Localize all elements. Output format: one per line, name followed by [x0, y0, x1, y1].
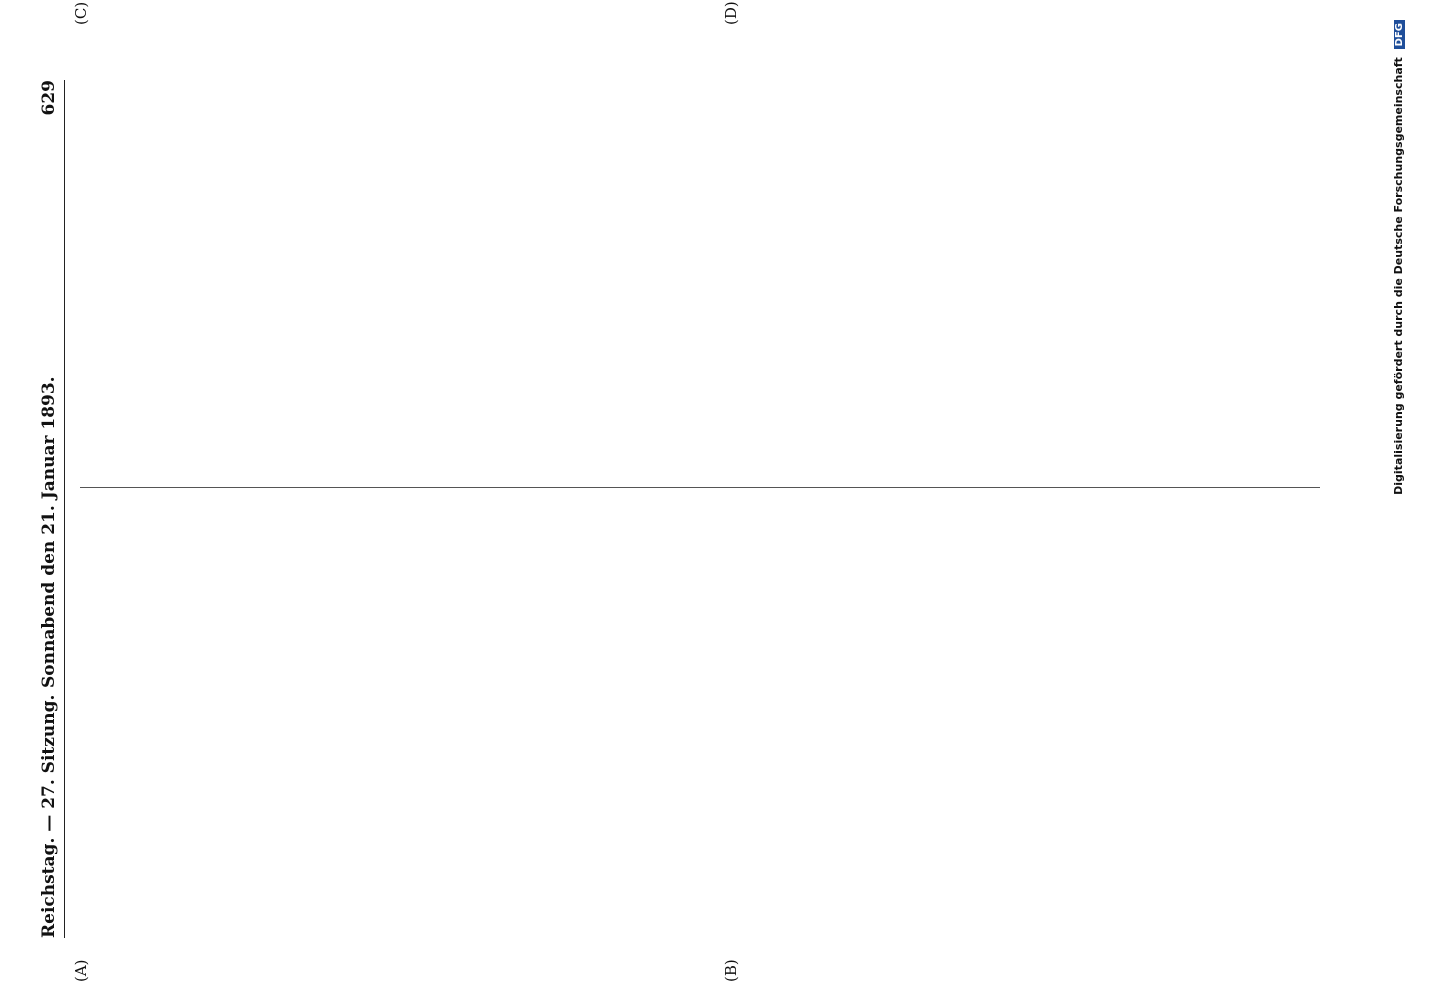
left-text-column — [82, 506, 1317, 928]
header-date: Sonnabend den 21. Januar 1893. — [39, 376, 59, 688]
margin-letter-b: (B) — [722, 959, 740, 982]
page-number: 629 — [39, 80, 59, 116]
running-header — [30, 80, 65, 938]
dfg-logo: DFG — [1394, 20, 1405, 49]
margin-letter-a: (A) — [72, 959, 90, 982]
margin-letter-c: (C) — [72, 1, 90, 25]
column-divider — [80, 487, 1320, 488]
digitization-credit — [1392, 20, 1405, 800]
credit-text: Digitalisierung gefördert durch die Deutsche Forschungsgemeinschaft — [1392, 57, 1405, 495]
header-left: Reichstag. — 27. Sitzung. — [39, 694, 59, 938]
margin-letter-d: (D) — [722, 1, 740, 25]
right-text-column — [82, 44, 1317, 470]
